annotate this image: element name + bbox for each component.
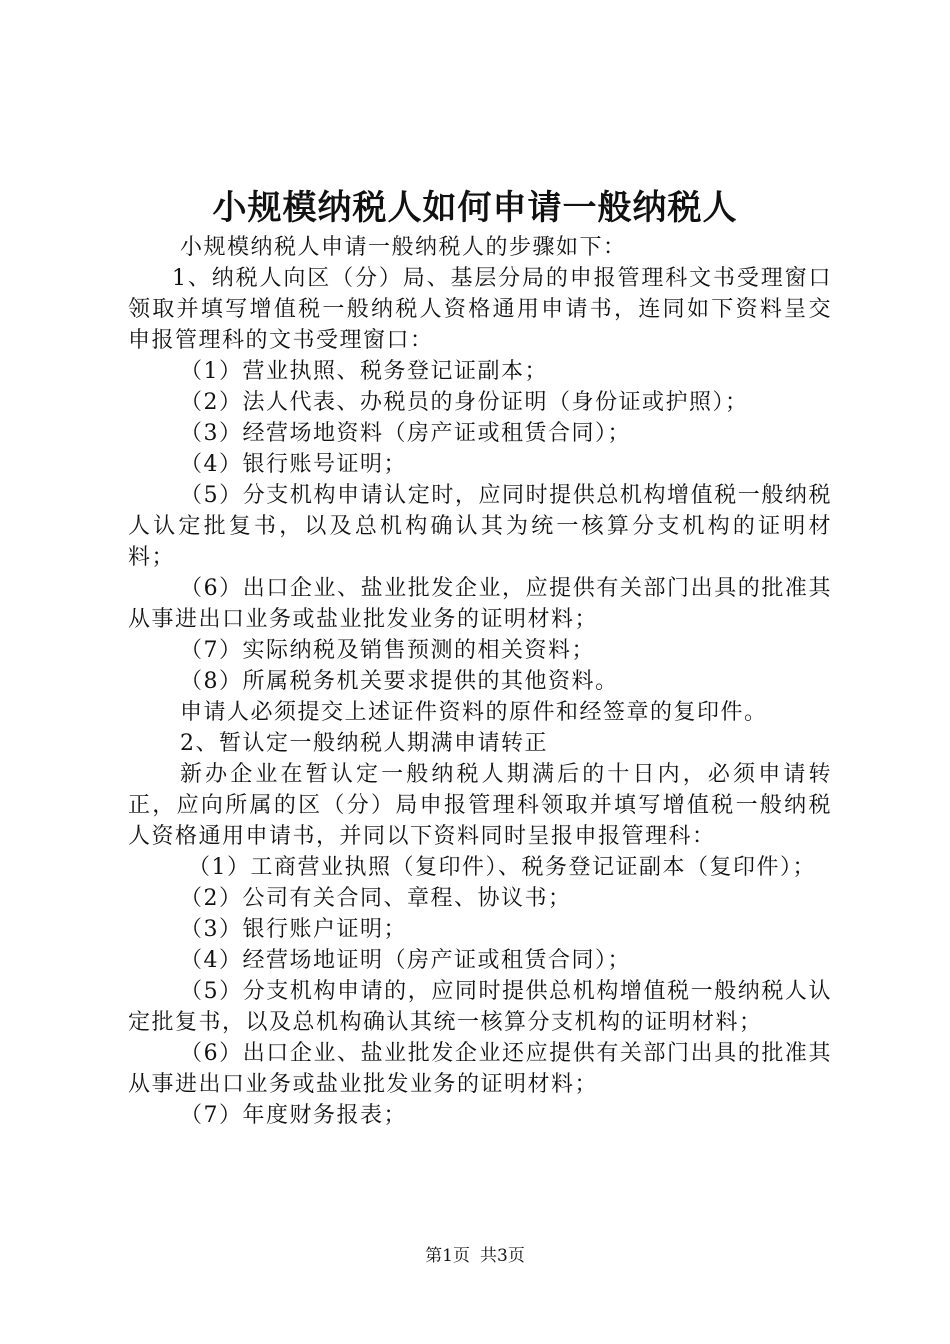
paragraph-intro: 小规模纳税人申请一般纳税人的步骤如下： (180, 235, 627, 260)
list-item: （7）年度财务报表； (180, 1103, 407, 1128)
list-item: （6）出口企业、盐业批发企业，应提供有关部门出具的批准其从事进出口业务或盐业批发业务的证明材料； (128, 576, 832, 632)
paragraph-note: 申请人必须提交上述证件资料的原件和经签章的复印件。 (180, 700, 768, 725)
list-item: （7）实际纳税及销售预测的相关资料； (180, 638, 595, 663)
list-item: （2）法人代表、办税员的身份证明（身份证或护照）； (180, 390, 749, 415)
list-item: （1）工商营业执照（复印件）、税务登记证副本（复印件）； (188, 855, 816, 880)
list-item: （5）分支机构申请认定时，应同时提供总机构增值税一般纳税人认定批复书，以及总机构确认其为统一核算分支机构的证明材料； (128, 483, 832, 570)
list-item: （4）经营场地证明（房产证或租赁合同）； (180, 948, 631, 973)
page-total: 共3页 (480, 1246, 525, 1266)
list-item: （5）分支机构申请的，应同时提供总机构增值税一般纳税人认定批复书，以及总机构确认其统一核算分支机构的证明材料； (128, 979, 832, 1035)
page-footer (0, 1244, 950, 1268)
list-item: （3）经营场地资料（房产证或租赁合同）； (180, 421, 631, 446)
list-item: （6）出口企业、盐业批发企业还应提供有关部门出具的批准其从事进出口业务或盐业批发业务的证明材料； (128, 1041, 832, 1097)
list-item: （4）银行账号证明； (180, 452, 407, 477)
list-item: （1）营业执照、税务登记证副本； (180, 359, 548, 384)
list-item: （8）所属税务机关要求提供的其他资料。 (180, 669, 619, 694)
page-number: 第1页 (425, 1246, 470, 1266)
list-item: （2）公司有关合同、章程、协议书； (180, 886, 572, 911)
paragraph-step-1: 1、纳税人向区（分）局、基层分局的申报管理科文书受理窗口领取并填写增值税一般纳税人资格通用申请书，连同如下资料呈交申报管理科的文书受理窗口： (128, 266, 832, 353)
document-body (128, 232, 832, 1131)
paragraph-step-2: 2、暂认定一般纳税人期满申请转正 (180, 731, 548, 756)
document-title: 小规模纳税人如何申请一般纳税人 (212, 188, 738, 228)
list-item: （3）银行账户证明； (180, 917, 407, 942)
paragraph-step-2-detail: 新办企业在暂认定一般纳税人期满后的十日内，必须申请转正，应向所属的区（分）局申报管理科领取并填写增值税一般纳税人资格通用申请书，并同以下资料同时呈报申报管理科： (128, 762, 832, 849)
